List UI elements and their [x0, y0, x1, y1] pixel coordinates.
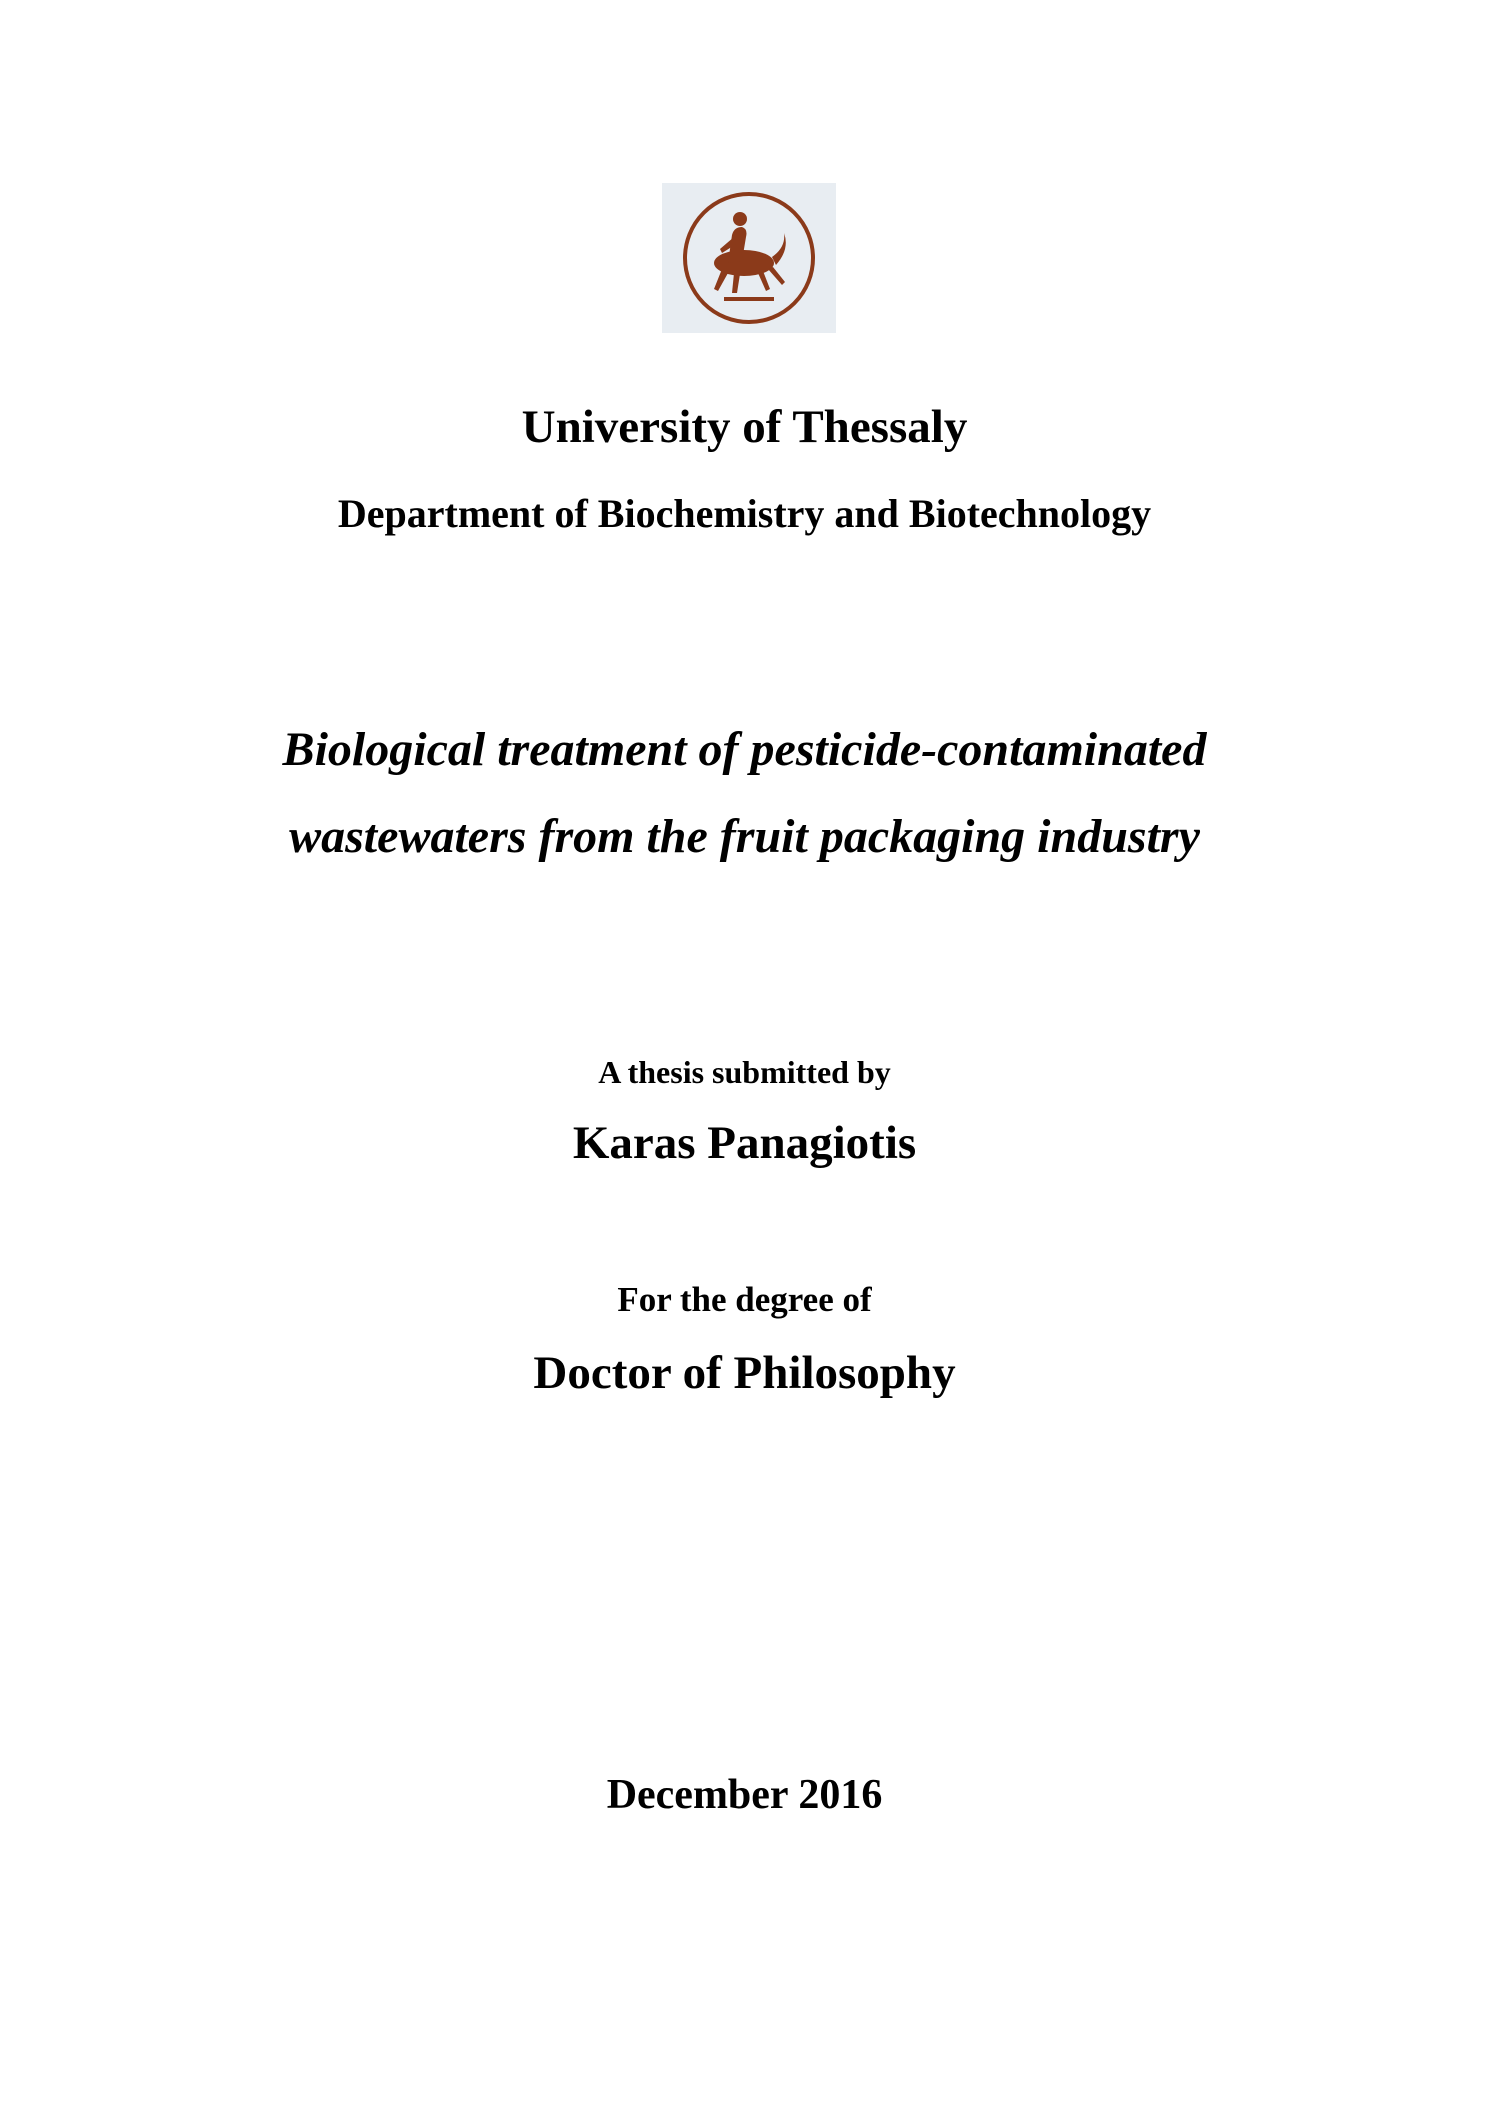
centaur-seal-icon — [662, 183, 836, 333]
university-name: University of Thessaly — [521, 401, 968, 453]
submission-date: December 2016 — [606, 1772, 883, 1818]
degree-name: Doctor of Philosophy — [533, 1347, 956, 1399]
university-logo — [662, 183, 836, 333]
submitted-by-label: A thesis submitted by — [598, 1054, 891, 1090]
department-name: Department of Biochemistry and Biotechnology — [337, 491, 1152, 536]
thesis-title-line: wastewaters from the fruit packaging industry — [289, 810, 1200, 863]
thesis-title-line: Biological treatment of pesticide-contaminated — [282, 723, 1207, 776]
degree-intro-label: For the degree of — [617, 1280, 872, 1319]
author-name: Karas Panagiotis — [572, 1117, 917, 1169]
